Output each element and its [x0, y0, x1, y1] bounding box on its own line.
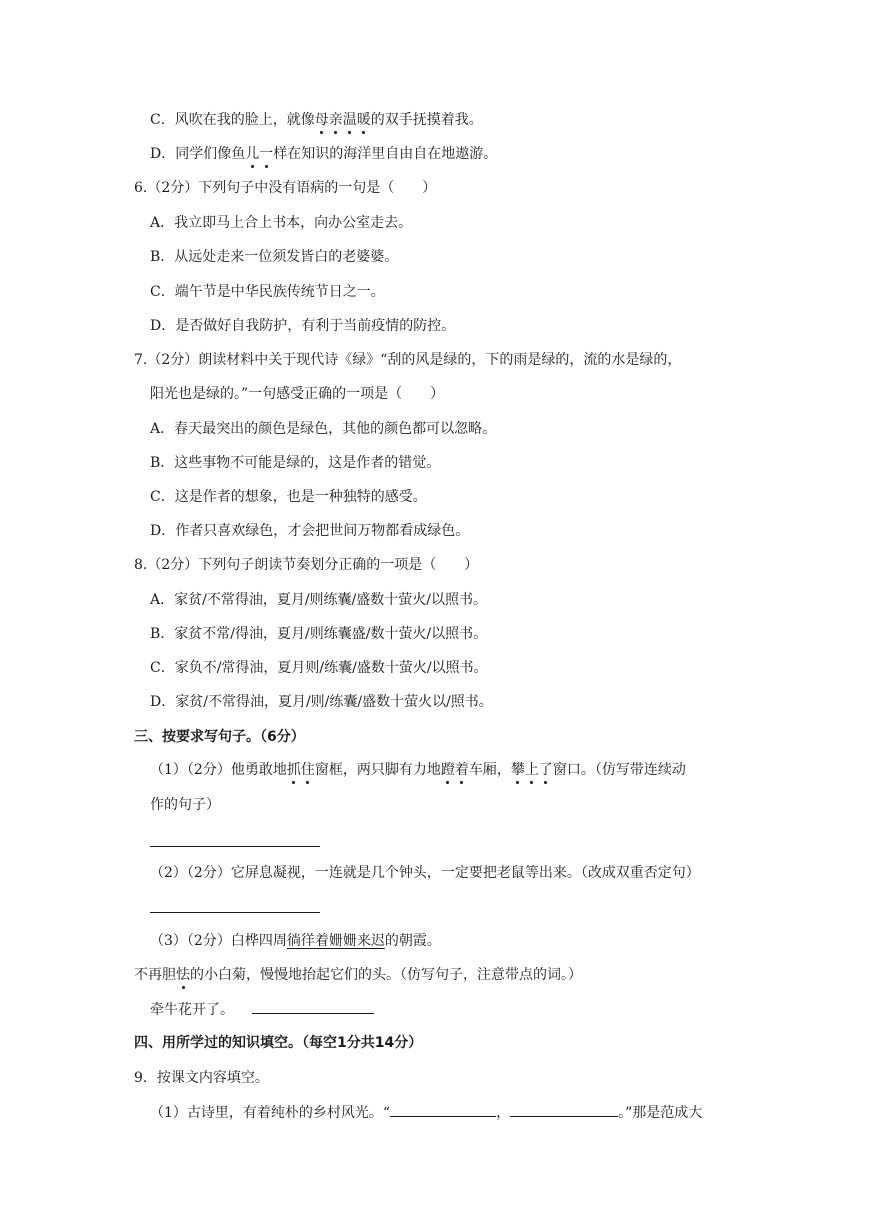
q7-option-d: D．作者只喜欢绿色，才会把世间万物都看成绿色。 — [150, 523, 470, 539]
q6-stem: 6.（2分）下列句子中没有语病的一句是（ ） — [134, 180, 437, 196]
s3-q2: （2）（2分）它屏息凝视，一连就是几个钟头，一定要把老鼠等出来。（改成双重否定句） — [150, 865, 700, 881]
q7-stem-line1: 7.（2分）朗读材料中关于现代诗《绿》“刮的风是绿的，下的雨是绿的，流的水是绿的， — [134, 352, 682, 368]
q9-1-line: （1）古诗里，有着纯朴的乡村风光。“ ， 。”那是范成大 — [150, 1102, 702, 1123]
q6-option-b: B．从远处走来一位须发皆白的老婆婆。 — [150, 249, 399, 265]
q7-option-c: C．这是作者的想象，也是一种独特的感受。 — [150, 489, 427, 505]
q8-option-c: C．家负不/常得油，夏月则/练囊/盛数十萤火/以照书。 — [150, 660, 488, 676]
s3-q3-line3: 牵牛花开了。 — [150, 999, 374, 1020]
q6-option-c: C．端午节是中华民族传统节日之一。 — [150, 284, 385, 300]
q6-option-d: D．是否做好自我防护，有利于当前疫情的防控。 — [150, 318, 456, 334]
q8-stem: 8.（2分）下列句子朗读节奏划分正确的一项是（ ） — [134, 557, 479, 573]
s3-q2-answer-line[interactable] — [150, 912, 320, 913]
q6-option-a: A．我立即马上合上书本，向办公室走去。 — [150, 215, 413, 231]
q5-option-d: D．同学们像鱼儿一样在知识的海洋里自由自在地遨游。 — [150, 146, 498, 162]
q8-option-d: D．家贫/不常得油，夏月/则/练囊/盛数十萤火以/照书。 — [150, 694, 493, 710]
s3-q3-line1: （3）（2分）白桦四周徜徉着姗姗来迟的朝霞。 — [150, 933, 441, 949]
q7-option-a: A．春天最突出的颜色是绿色，其他的颜色都可以忽略。 — [150, 421, 497, 437]
s3-q1-line1: （1）（2分）他勇敢地抓住窗框，两只脚有力地蹬着车厢，攀上了窗口。（仿写带连续动 — [150, 762, 686, 778]
q9-1-blank-2[interactable] — [510, 1102, 618, 1117]
q8-option-a: A．家贫/不常得油，夏月/则练囊/盛数十萤火/以照书。 — [150, 592, 487, 608]
q5-option-c: C．风吹在我的脸上，就像母亲温暖的双手抚摸着我。 — [150, 112, 483, 128]
q7-option-b: B．这些事物不可能是绿的，这是作者的错觉。 — [150, 455, 441, 471]
s3-q3-answer-blank[interactable] — [252, 999, 374, 1014]
s3-q3-line2: 不再胆怯的小白菊，慢慢地抬起它们的头。（仿写句子，注意带点的词。） — [134, 967, 582, 983]
q9-stem: 9．按课文内容填空。 — [134, 1070, 269, 1086]
s3-q1-answer-line[interactable] — [150, 846, 320, 847]
q9-1-blank-1[interactable] — [390, 1102, 496, 1117]
s3-q1-line2: 作的句子） — [150, 797, 220, 813]
q8-option-b: B．家贫不常/得油，夏月/则练囊盛/数十萤火/以照书。 — [150, 626, 488, 642]
q7-stem-line2: 阳光也是绿的。”一句感受正确的一项是（ ） — [150, 386, 445, 402]
section4-heading: 四、用所学过的知识填空。（每空1分共14分） — [134, 1035, 423, 1051]
section3-heading: 三、按要求写句子。（6分） — [134, 729, 305, 745]
